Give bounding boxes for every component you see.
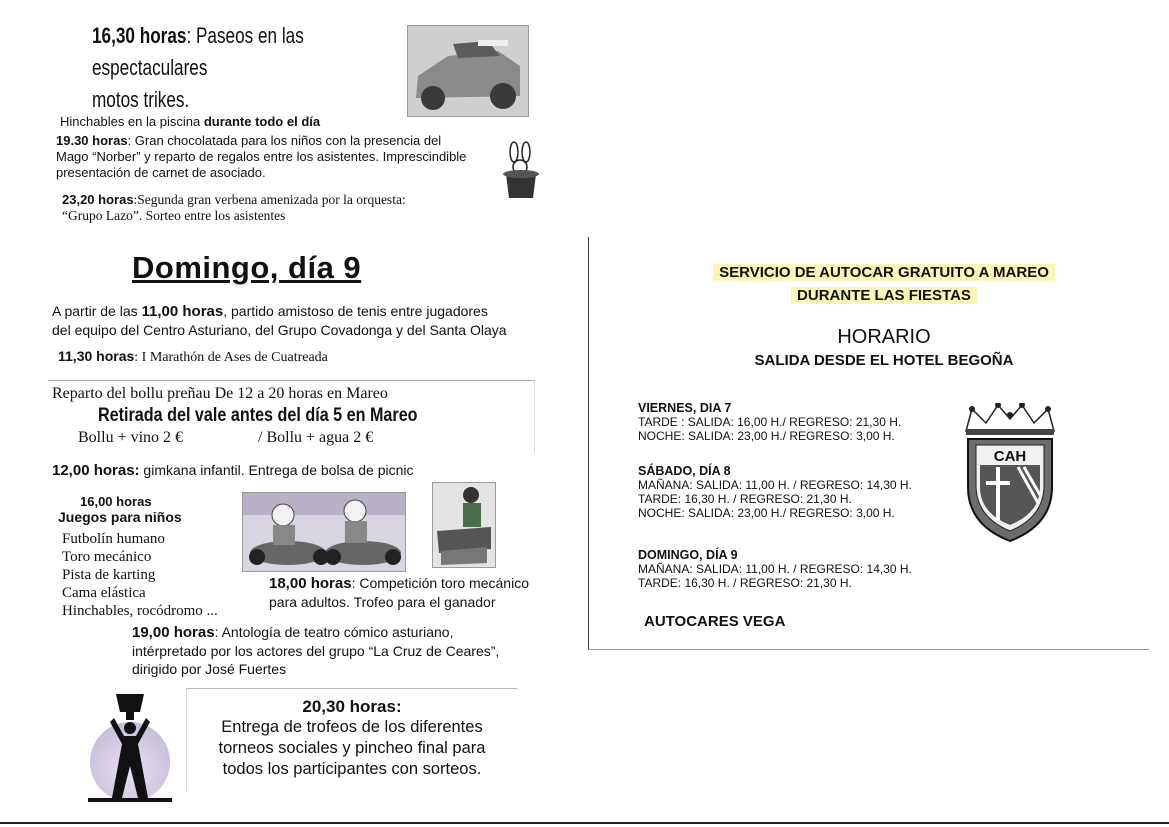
- juegos-title: Juegos para niños: [58, 509, 182, 525]
- empresa-label: AUTOCARES VEGA: [644, 613, 786, 630]
- chocolatada-event: [56, 133, 506, 181]
- juegos-event: [58, 494, 258, 620]
- tenis-line-1: , partido amistoso de tenis entre jugadores: [223, 303, 488, 319]
- hinchables-line: [60, 114, 320, 130]
- club-crest-icon: [958, 403, 1062, 543]
- verbena-event: [62, 192, 512, 224]
- toro-time: 18,00 horas: [269, 575, 352, 592]
- bollu-line-2: Retirada del vale antes del día 5 en Mareo: [98, 405, 418, 426]
- domingo-line-1: MAÑANA: SALIDA: 11,00 H. / REGRESO: 14,30 H.: [638, 562, 912, 576]
- crest-letters: CAH: [993, 448, 1027, 465]
- trofeos-line-3: todos los participantes con sorteos.: [222, 760, 482, 778]
- autocar-title-2: DURANTE LAS FIESTAS: [791, 287, 977, 304]
- gimkana-text: gimkana infantil. Entrega de bolsa de picnic: [139, 462, 414, 478]
- page-bottom-edge: [0, 822, 1169, 824]
- chocolatada-line-2: Mago “Norber” y reparto de regalos entre los asistentes. Imprescindible: [56, 149, 467, 164]
- sabado-day: SÁBADO, DÍA 8: [638, 464, 731, 478]
- horario-heading: HORARIO: [837, 326, 931, 348]
- chocolatada-time: 19.30 horas: [56, 133, 128, 148]
- sabado-line-1: MAÑANA: SALIDA: 11,00 H. / REGRESO: 14,30 H.: [638, 478, 912, 492]
- teatro-time: 19,00 horas: [132, 624, 215, 641]
- verbena-time: 23,20 horas: [62, 192, 134, 207]
- trikes-text-2: motos trikes.: [92, 87, 190, 112]
- verbena-line-2: “Grupo Lazo”. Sorteo entre los asistentes: [62, 208, 286, 223]
- schedule-viernes: [638, 401, 901, 443]
- trikes-time: 16,30 horas: [92, 23, 187, 48]
- trofeos-line-2: torneos sociales y pincheo final para: [218, 739, 486, 757]
- viernes-line-1: TARDE : SALIDA: 16,00 H./ REGRESO: 21,30 H.: [638, 415, 902, 429]
- autocar-panel: [588, 237, 1149, 650]
- tenis-pre: A partir de las: [52, 303, 142, 319]
- toro-photo: [432, 482, 496, 568]
- gimkana-time: 12,00 horas:: [52, 462, 140, 479]
- tenis-line-2: del equipo del Centro Asturiano, del Grupo Covadonga y del Santa Olaya: [52, 322, 507, 338]
- bollu-option-2: / Bollu + agua 2 €: [258, 429, 374, 446]
- trike-photo: [407, 25, 529, 117]
- tenis-time: 11,00 horas: [141, 303, 224, 320]
- hinchables-bold: durante todo el día: [203, 114, 321, 129]
- juegos-time: 16,00 horas: [80, 494, 152, 509]
- juegos-item: Toro mecánico: [62, 549, 152, 565]
- bollu-option-1: Bollu + vino 2 €: [78, 429, 184, 446]
- toro-event: [269, 574, 569, 611]
- domingo-title: Domingo, día 9: [132, 250, 362, 285]
- teatro-line-2: intérpretado por los actores del grupo “La Cruz de Ceares”,: [132, 643, 500, 659]
- marathon-text: : I Marathón de Ases de Cuatreada: [134, 350, 328, 365]
- tenis-event: [52, 302, 572, 339]
- chocolatada-line-1: : Gran chocolatada para los niños con la presencia del: [127, 133, 442, 148]
- bollu-line-1: Reparto del bollu preñau De 12 a 20 horas en Mareo: [52, 385, 388, 402]
- bollu-box: [48, 380, 535, 453]
- viernes-line-2: NOCHE: SALIDA: 23,00 H./ REGRESO: 3,00 H.: [638, 429, 895, 443]
- trofeos-box: 20,30 horas: Entrega de trofeos de los diferentes torneos sociales y pincheo final para todos los participantes con sorteos.: [186, 688, 517, 791]
- schedule-sabado: [638, 464, 912, 520]
- hinchables-text: Hinchables en la piscina: [60, 114, 204, 129]
- juegos-item: Pista de karting: [62, 567, 156, 583]
- marathon-event: [58, 347, 328, 367]
- trofeos-line-1: Entrega de trofeos de los diferentes: [221, 718, 483, 736]
- trikes-event: [92, 20, 420, 116]
- schedule-domingo: [638, 548, 912, 590]
- chocolatada-line-3: presentación de carnet de asociado.: [56, 165, 266, 180]
- sabado-line-2: TARDE: 16,30 H. / REGRESO: 21,30 H.: [638, 492, 852, 506]
- domingo-line-2: TARDE: 16,30 H. / REGRESO: 21,30 H.: [638, 576, 852, 590]
- trophy-figure-icon: [88, 690, 172, 804]
- trikes-text: : Paseos en las espectaculares: [92, 23, 304, 80]
- autocar-title-1: SERVICIO DE AUTOCAR GRATUITO A MAREO: [713, 264, 1055, 281]
- marathon-time: 11,30 horas: [58, 348, 135, 364]
- juegos-item: Hinchables, rocódromo ...: [62, 603, 218, 619]
- juegos-list: [58, 530, 258, 620]
- juegos-item: Cama elástica: [62, 585, 146, 601]
- toro-line-2: para adultos. Trofeo para el ganador: [269, 594, 496, 610]
- trofeos-time: 20,30 horas: [302, 697, 396, 716]
- toro-line-1: : Competición toro mecánico: [351, 575, 529, 591]
- viernes-day: VIERNES, DIA 7: [638, 401, 732, 415]
- teatro-event: [132, 623, 552, 678]
- juegos-item: Futbolín humano: [62, 531, 165, 547]
- verbena-line-1: :Segunda gran verbena amenizada por la orquesta:: [133, 192, 406, 207]
- teatro-line-1: : Antología de teatro cómico asturiano,: [214, 624, 454, 640]
- domingo-day: DOMINGO, DÍA 9: [638, 548, 738, 562]
- teatro-line-3: dirigido por José Fuertes: [132, 661, 287, 677]
- gimkana-event: [52, 461, 414, 480]
- sabado-line-3: NOCHE: SALIDA: 23,00 H./ REGRESO: 3,00 H.: [638, 506, 895, 520]
- karting-photo: [242, 492, 406, 572]
- salida-heading: SALIDA DESDE EL HOTEL BEGOÑA: [754, 352, 1014, 369]
